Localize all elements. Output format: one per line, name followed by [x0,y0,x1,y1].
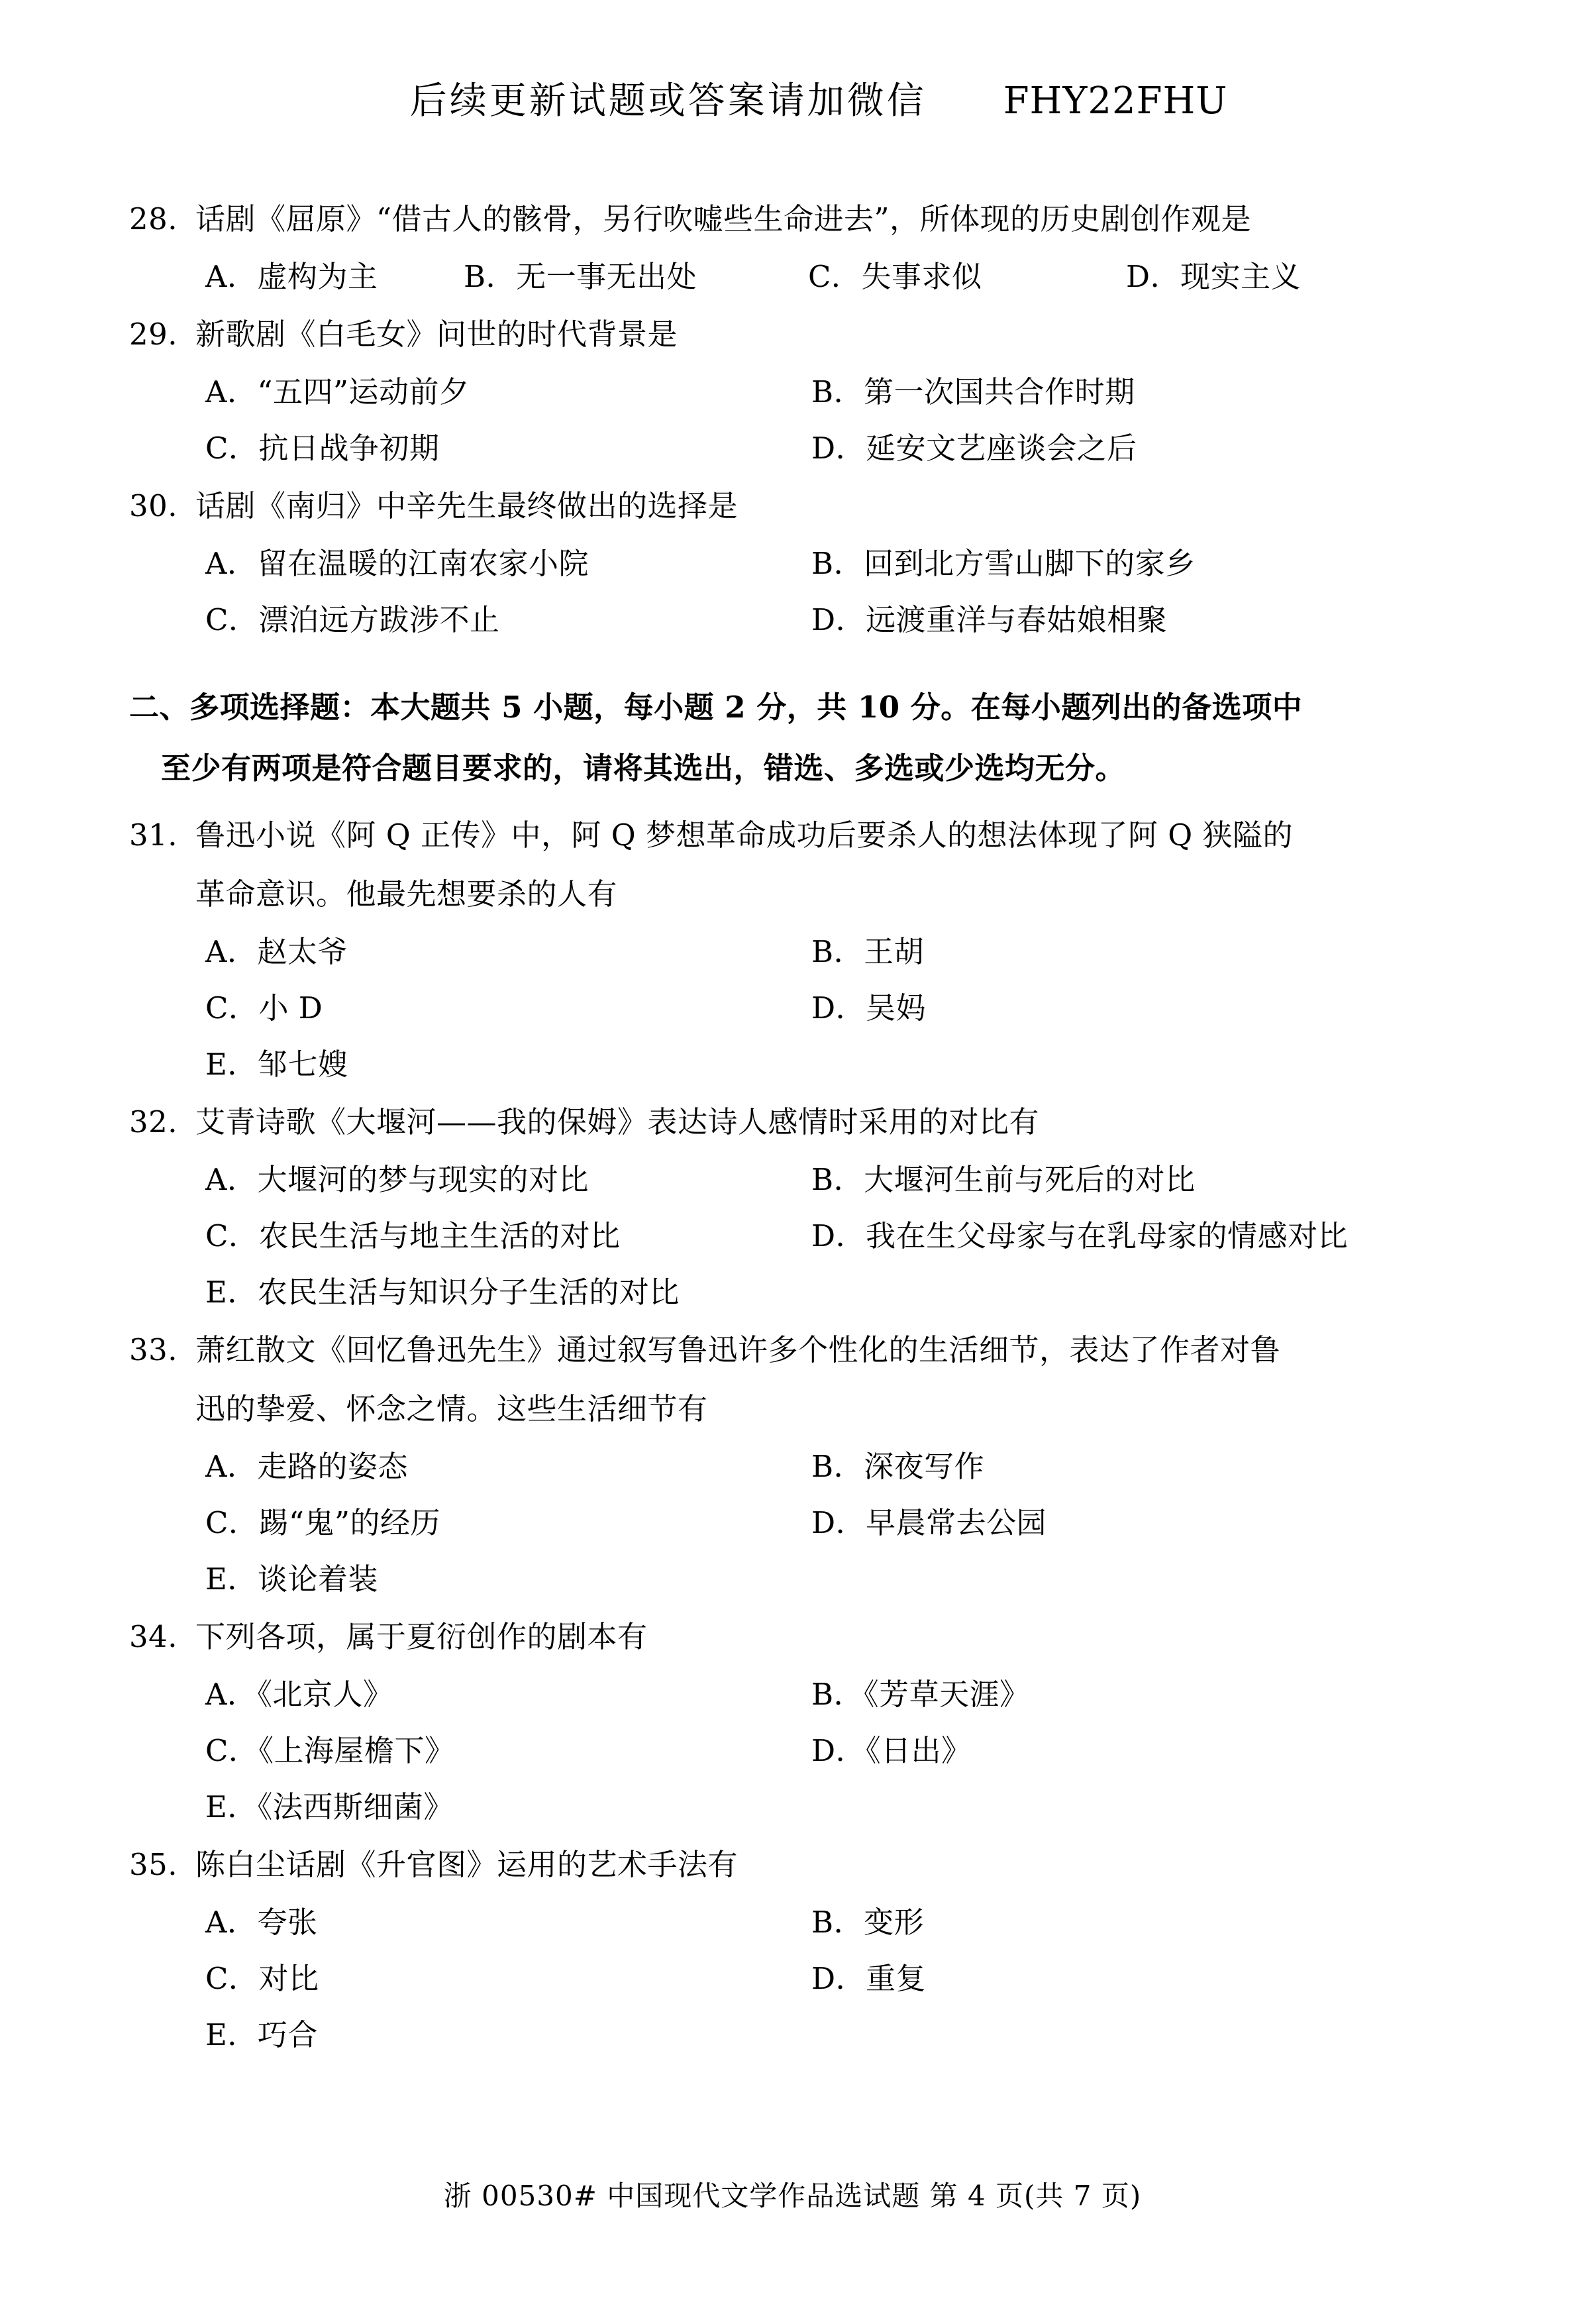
option-text: 重复 [866,1961,927,1996]
option-33-d[interactable] [811,1495,1047,1551]
option-label: A． [205,1677,258,1712]
option-35-a[interactable] [205,1894,318,1950]
option-label: A． [205,1449,258,1484]
option-text: 延安文艺座谈会之后 [866,431,1137,466]
option-row [129,592,1480,648]
option-text: 留在温暖的江南农家小院 [257,546,589,581]
option-text: 《法西斯细菌》 [257,1789,454,1824]
question-33 [129,1320,1480,1607]
question-32 [129,1092,1480,1320]
option-label: A． [205,259,258,294]
page-footer: 浙 00530# 中国现代文学作品选试题 第 4 页(共 7 页) [443,2180,1142,2212]
question-33-stem [129,1320,1480,1438]
page-header-watermark [0,32,1585,171]
question-28 [129,189,1480,305]
question-29-stem [129,305,1480,364]
option-35-d[interactable] [811,1950,926,2007]
option-29-d[interactable] [811,420,1137,476]
question-29-options [129,364,1480,476]
option-30-a[interactable] [205,535,589,592]
question-34-stem [129,1607,1480,1666]
question-30-options [129,535,1480,648]
option-label: C． [205,602,259,637]
option-text: 赵太爷 [257,934,348,969]
option-31-b[interactable] [811,924,924,980]
option-text: 邹七嫂 [257,1047,348,1082]
option-text: 农民生活与知识分子生活的对比 [257,1275,680,1310]
option-text: 走路的姿态 [257,1449,409,1484]
section-two-heading [129,677,1480,799]
option-text: 无一事无出处 [516,259,697,294]
option-text: 早晨常去公园 [866,1505,1047,1540]
question-32-stem [129,1092,1480,1151]
option-30-b[interactable] [811,535,1196,592]
option-text: 对比 [258,1961,319,1996]
question-33-text-line-1: 萧红散文《回忆鲁迅先生》通过叙写鲁迅许多个性化的生活细节，表达了作者对鲁 [195,1332,1281,1367]
option-label: C． [205,1505,259,1540]
option-row [129,248,1480,305]
option-row [129,420,1480,476]
question-31-text-line-1: 鲁迅小说《阿 Q 正传》中，阿 Q 梦想革命成功后要杀人的想法体现了阿 Q 狭隘的 [195,818,1294,853]
option-label: B． [811,374,864,409]
option-31-e[interactable] [205,1036,348,1092]
option-31-a[interactable] [205,924,348,980]
question-32-text: 艾青诗歌《大堰河——我的保姆》表达诗人感情时采用的对比有 [195,1104,1040,1139]
option-row [129,1036,1480,1092]
option-row [129,1779,1480,1835]
option-text: 大堰河的梦与现实的对比 [257,1162,589,1197]
watermark-wechat-id: FHY22FHU [1003,79,1228,123]
option-row [129,1208,1480,1264]
watermark-chinese-text: 后续更新试题或答案请加微信 [409,79,927,123]
question-31-stem [129,806,1480,924]
option-row [129,980,1480,1036]
question-32-options [129,1151,1480,1320]
option-label: A． [205,1905,258,1940]
question-34 [129,1607,1480,1835]
question-28-stem [129,189,1480,248]
question-30-number: 30. [129,488,178,523]
section-two-line-1: 二、多项选择题：本大题共 5 小题，每小题 2 分，共 10 分。在每小题列出的备选项中 [129,690,1303,725]
question-35-stem [129,1835,1480,1894]
option-35-e[interactable] [205,2007,318,2063]
question-28-text: 话剧《屈原》“借古人的骸骨，另行吹嘘些生命进去”，所体现的历史剧创作观是 [195,201,1252,237]
option-label: E． [205,2017,258,2052]
option-row [129,1950,1480,2007]
option-row [129,1551,1480,1607]
option-28-b[interactable] [464,248,697,305]
option-34-a[interactable] [205,1666,393,1722]
option-34-b[interactable] [811,1666,1030,1722]
option-text: 农民生活与地主生活的对比 [258,1218,621,1253]
option-34-d[interactable] [811,1722,972,1779]
option-text: 抗日战争初期 [258,431,440,466]
option-28-a[interactable] [205,248,378,305]
option-text: 回到北方雪山脚下的家乡 [864,546,1196,581]
option-text: 大堰河生前与死后的对比 [864,1162,1196,1197]
option-35-b[interactable] [811,1894,924,1950]
option-label: D． [1126,259,1181,294]
option-30-c[interactable] [205,592,499,648]
option-label: E． [205,1275,258,1310]
question-34-options [129,1666,1480,1835]
option-row [129,535,1480,592]
question-33-options [129,1438,1480,1607]
question-34-number: 34. [129,1619,178,1654]
option-label: B． [811,546,864,581]
option-label: C． [205,1961,259,1996]
option-label: B． [811,1677,864,1712]
question-35-text: 陈白尘话剧《升官图》运用的艺术手法有 [195,1847,739,1882]
option-text: “五四”运动前夕 [257,374,470,409]
option-label: B． [811,934,864,969]
option-33-b[interactable] [811,1438,984,1495]
question-31-options [129,924,1480,1092]
option-row [129,1894,1480,1950]
option-text: 王胡 [864,934,925,969]
option-label: B． [811,1905,864,1940]
option-32-e[interactable] [205,1264,680,1320]
option-32-c[interactable] [205,1208,620,1264]
option-text: 深夜写作 [864,1449,985,1484]
option-text: 《芳草天涯》 [864,1677,1030,1712]
option-text: 《北京人》 [257,1677,393,1712]
option-33-a[interactable] [205,1438,408,1495]
question-29 [129,305,1480,476]
option-28-c[interactable] [808,248,982,305]
option-row [129,1264,1480,1320]
option-label: D． [811,1218,866,1253]
option-label: D． [811,431,866,466]
option-30-d[interactable] [811,592,1167,648]
question-35-options [129,1894,1480,2063]
question-28-options [129,248,1480,305]
option-label: E． [205,1789,258,1824]
question-30 [129,476,1480,648]
option-31-d[interactable] [811,980,926,1036]
option-32-d[interactable] [811,1208,1348,1264]
option-label: C． [205,990,259,1026]
option-row [129,364,1480,420]
question-33-text-line-2: 迅的挚爱、怀念之情。这些生活细节有 [195,1391,708,1426]
option-34-e[interactable] [205,1779,454,1835]
option-row [129,1151,1480,1208]
question-28-number: 28. [129,201,178,237]
question-34-text: 下列各项，属于夏衍创作的剧本有 [195,1619,648,1654]
option-label: B． [811,1449,864,1484]
option-label: A． [205,1162,258,1197]
option-29-a[interactable] [205,364,470,420]
option-29-c[interactable] [205,420,439,476]
question-33-number: 33. [129,1332,178,1367]
exam-content [129,189,1480,2063]
option-text: 现实主义 [1180,259,1302,294]
option-label: D． [811,602,866,637]
option-text: 小 D [258,990,323,1026]
option-text: 踢“鬼”的经历 [258,1505,440,1540]
question-31-text-line-2: 革命意识。他最先想要杀的人有 [195,876,618,912]
option-text: 漂泊远方跋涉不止 [258,602,500,637]
section-two-line-2: 至少有两项是符合题目要求的，请将其选出，错选、多选或少选均无分。 [161,751,1126,786]
option-label: B． [464,259,517,294]
question-29-text: 新歌剧《白毛女》问世的时代背景是 [195,317,678,352]
option-text: 《日出》 [866,1733,972,1768]
question-29-number: 29. [129,317,178,352]
option-34-c[interactable] [205,1722,454,1779]
option-label: B． [811,1162,864,1197]
option-text: 巧合 [257,2017,318,2052]
option-row [129,2007,1480,2063]
option-text: 远渡重洋与春姑娘相聚 [866,602,1168,637]
option-29-b[interactable] [811,364,1135,420]
option-label: C． [205,1733,259,1768]
option-text: 《上海屋檐下》 [258,1733,455,1768]
question-35 [129,1835,1480,2063]
option-33-e[interactable] [205,1551,378,1607]
option-text: 我在生父母家与在乳母家的情感对比 [866,1218,1349,1253]
question-31-number: 31. [129,818,178,853]
option-35-c[interactable] [205,1950,319,2007]
option-text: 虚构为主 [257,259,378,294]
option-label: D． [811,1733,866,1768]
option-text: 夸张 [257,1905,318,1940]
option-label: E． [205,1047,258,1082]
option-32-a[interactable] [205,1151,589,1208]
option-33-c[interactable] [205,1495,440,1551]
option-text: 吴妈 [866,990,927,1026]
option-28-d[interactable] [1126,248,1301,305]
option-row [129,1438,1480,1495]
option-label: A． [205,374,258,409]
option-text: 谈论着装 [257,1561,378,1597]
option-label: D． [811,1505,866,1540]
question-31 [129,806,1480,1092]
option-row [129,1495,1480,1551]
option-label: A． [205,546,258,581]
option-text: 变形 [864,1905,925,1940]
option-text: 第一次国共合作时期 [864,374,1135,409]
option-row [129,924,1480,980]
option-label: C． [205,1218,259,1253]
question-35-number: 35. [129,1847,178,1882]
option-label: C． [808,259,862,294]
option-label: A． [205,934,258,969]
option-row [129,1722,1480,1779]
option-label: D． [811,990,866,1026]
question-32-number: 32. [129,1104,178,1139]
option-label: D． [811,1961,866,1996]
option-31-c[interactable] [205,980,323,1036]
option-label: E． [205,1561,258,1597]
question-30-text: 话剧《南归》中辛先生最终做出的选择是 [195,488,739,523]
option-32-b[interactable] [811,1151,1196,1208]
option-label: C． [205,431,259,466]
option-row [129,1666,1480,1722]
option-text: 失事求似 [861,259,982,294]
question-30-stem [129,476,1480,535]
